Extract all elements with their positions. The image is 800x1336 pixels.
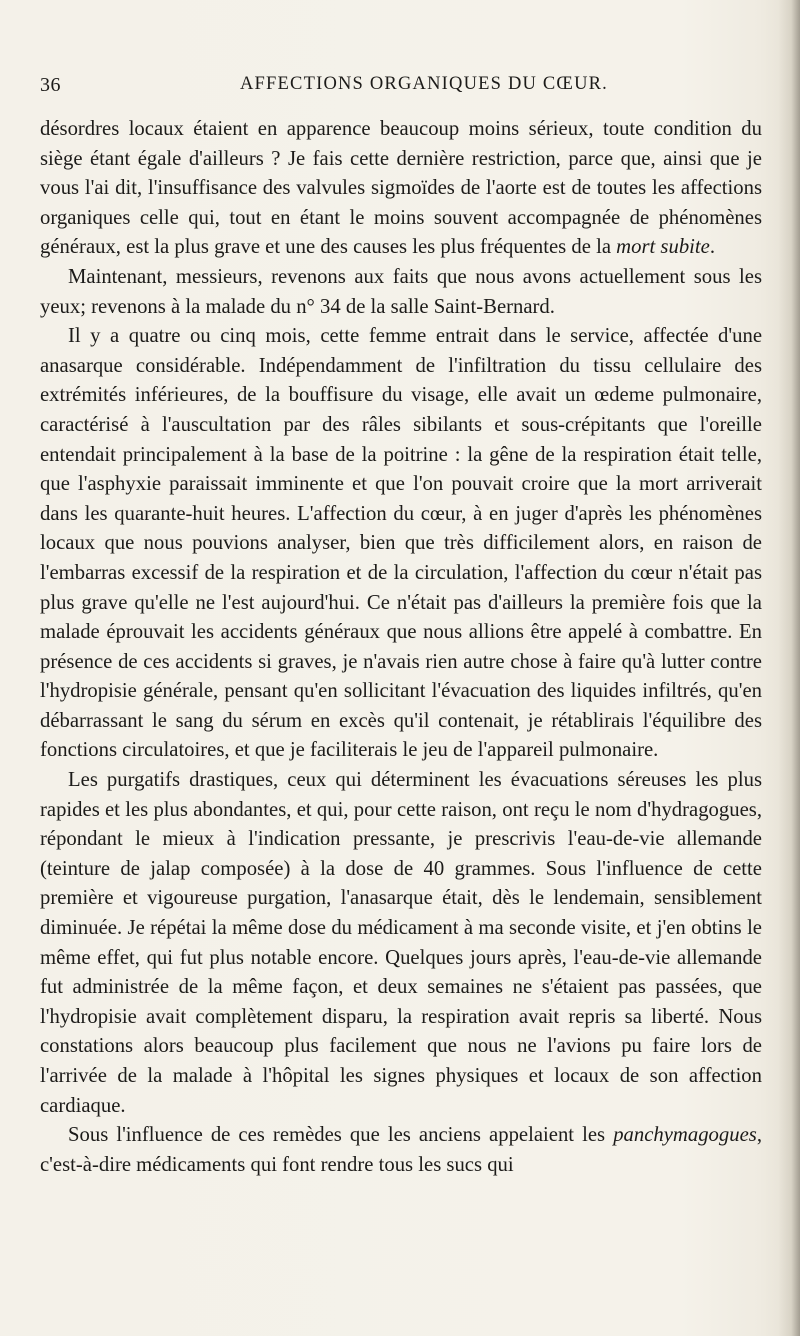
- italic-term: mort subite: [616, 236, 710, 259]
- paragraph-4: Les purgatifs drastiques, ceux qui déterminent les évacuations séreuses les plus rapides et les plus abondantes, et qui, pour cette raison, ont reçu le nom d'hydragogues, répondant le mieux à l'indication pressante, je prescrivis l'eau-de-vie allemande (teinture de jalap composée) à la dose de 40 grammes. Sous l'influence de cette première et vigoureuse purgation, l'anasarque était, dès le lendemain, sensiblement diminuée. Je répétai la même dose du médicament à ma seconde visite, et j'en obtins le même effet, qui fut plus notable encore. Quelques jours après, l'eau-de-vie allemande fut administrée de la même façon, et deux semaines ne s'étaient pas passées, que l'hydropisie avait complètement disparu, la respiration avait repris sa liberté. Nous constations alors beaucoup plus facilement que nous ne l'avions pu faire lors de l'arrivée de la malade à l'hôpital les signes physiques et locaux de son affection cardiaque.: [40, 769, 762, 1117]
- paragraph-2: Maintenant, messieurs, revenons aux faits que nous avons actuellement sous les yeux; revenons à la malade du n° 34 de la salle Saint-Bernard.: [40, 265, 762, 318]
- page-edge-shadow: [778, 0, 800, 1336]
- paragraph-1: désordres locaux étaient en apparence beaucoup moins sérieux, toute condition du siège étant égale d'ailleurs ? Je fais cette dernière restriction, parce que, ainsi que je vous l'ai dit, l'insuffisance des valvules sigmoïdes de l'aorte est de toutes les affections organiques celle qui, tout en étant le moins souvent accompagnée de phénomènes généraux, est la plus grave et une des causes les plus fréquentes de la mort subite.: [40, 118, 762, 259]
- paragraph-3: Il y a quatre ou cinq mois, cette femme entrait dans le service, affectée d'une anasarque considérable. Indépendamment de l'infiltration du tissu cellulaire des extrémités inférieures, de la bouffisure du visage, elle avait un œdeme pulmonaire, caractérisé à l'auscultation par des râles sibilants et sous-crépitants que l'oreille entendait principalement à la base de la poitrine : la gêne de la respiration était telle, que l'asphyxie paraissait imminente et que l'on pouvait croire que la mort arriverait dans les quarante-huit heures. L'affection du cœur, à en juger d'après les phénomènes locaux que nous pouvions analyser, bien que très difficilement alors, en raison de l'embarras excessif de la respiration et de la circulation, l'affection du cœur n'était pas plus grave qu'elle ne l'est aujourd'hui. Ce n'était pas d'ailleurs la première fois que la malade éprouvait les accidents généraux que nous allions être appelé à combattre. En présence de ces accidents si graves, je n'avais rien autre chose à faire qu'à lutter contre l'hydropisie générale, pensant qu'en sollicitant l'évacuation des liquides infiltrés, qu'en débarrassant le sang du sérum en excès qu'il contenait, je rétablirais l'équilibre des fonctions circulatoires, et que je faciliterais le jeu de l'appareil pulmonaire.: [40, 325, 762, 762]
- page-number: 36: [40, 74, 61, 96]
- body-text: [40, 115, 762, 1180]
- paragraph-5: Sous l'influence de ces remèdes que les anciens appelaient les panchymagogues, c'est-à-dire médicaments qui font rendre tous les sucs qui: [40, 1124, 762, 1176]
- page-header: [40, 74, 760, 104]
- italic-term: panchymagogues: [613, 1124, 757, 1147]
- running-title: AFFECTIONS ORGANIQUES DU CŒUR.: [240, 74, 609, 94]
